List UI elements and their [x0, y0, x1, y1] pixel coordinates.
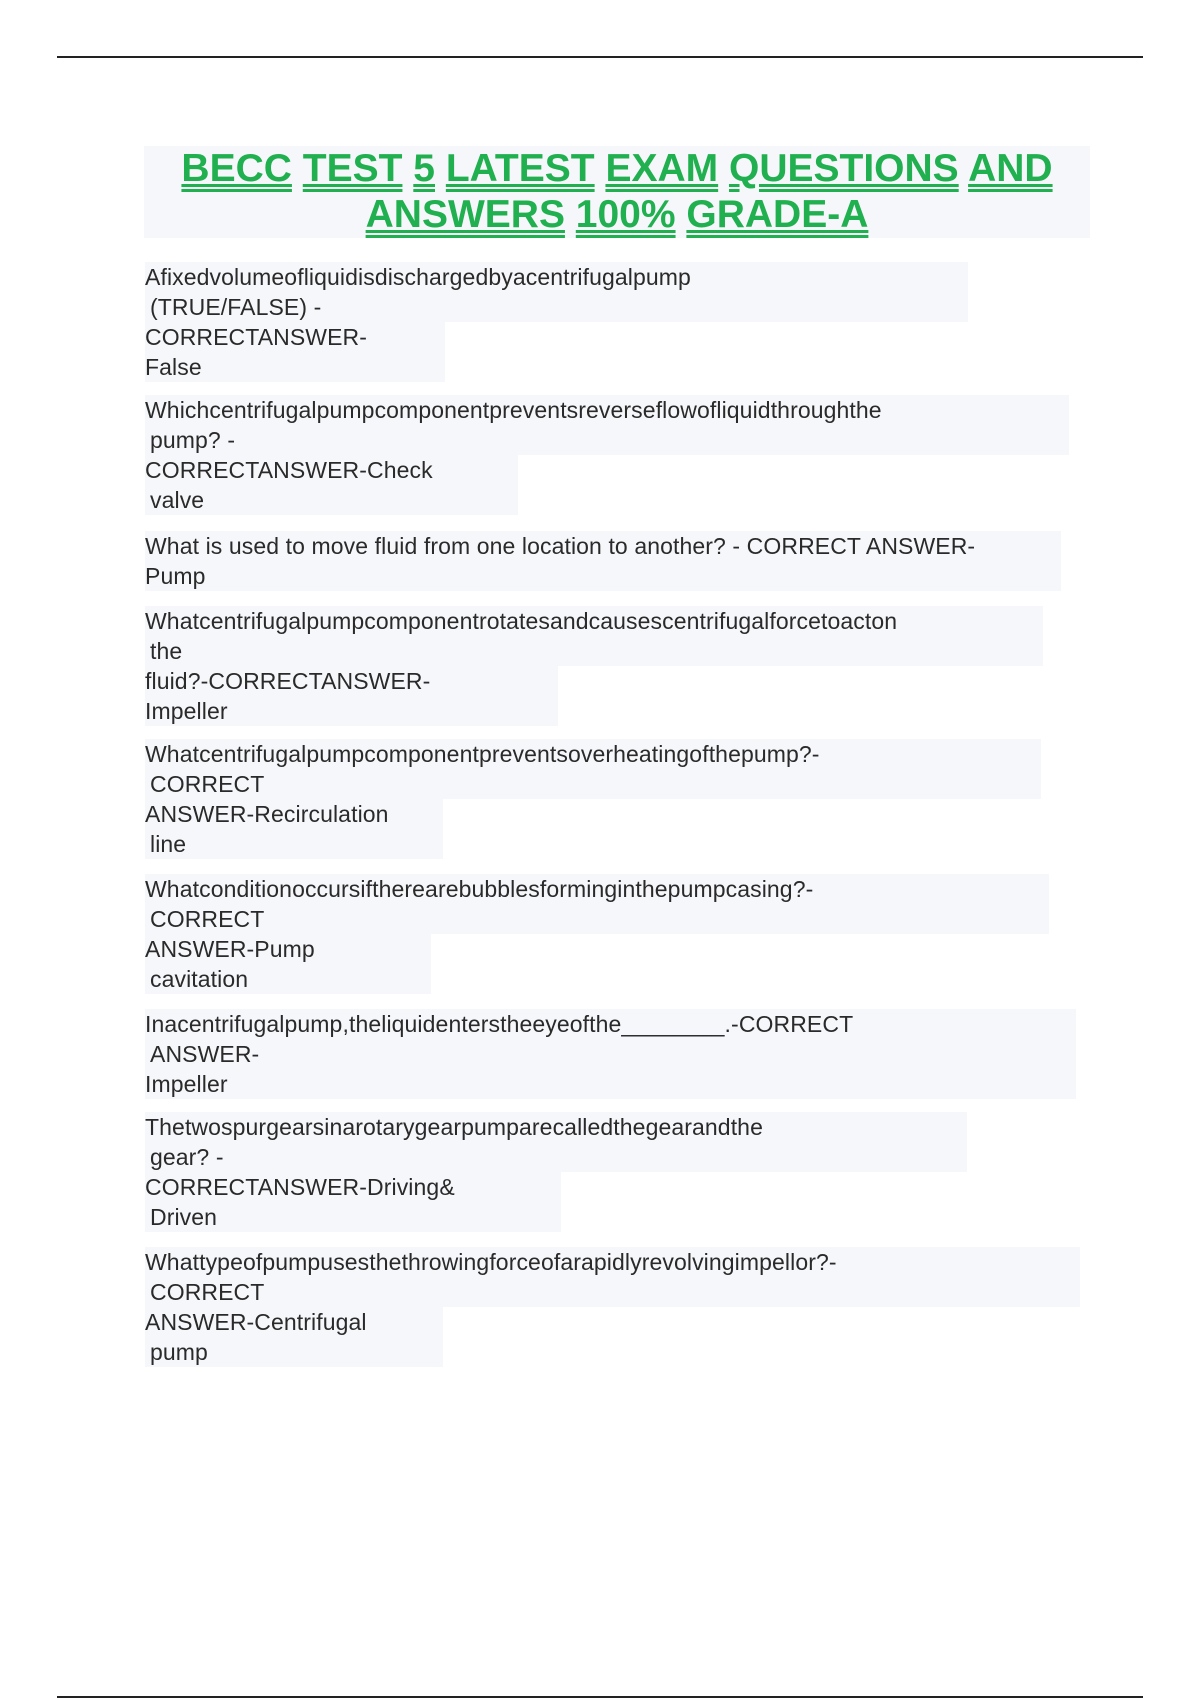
question-block — [145, 1112, 967, 1172]
title-word: GRADE-A — [686, 193, 869, 236]
question-block — [145, 1009, 1076, 1099]
answer-block — [145, 934, 431, 994]
title-word: TEST — [302, 147, 403, 190]
question-block — [145, 874, 1049, 934]
question-line: Whatcentrifugalpumpcomponentpreventsoverheatingofthepump?- — [145, 741, 820, 767]
question-line: pump? - — [150, 427, 236, 453]
qa-item — [145, 1009, 1076, 1099]
answer-line: CORRECTANSWER- — [145, 324, 368, 350]
qa-item — [145, 531, 1061, 591]
question-block — [145, 606, 1043, 666]
answer-line: CORRECTANSWER-Driving& — [145, 1174, 455, 1200]
answer-line: pump — [150, 1339, 208, 1365]
footer-rule — [57, 1696, 1143, 1698]
title-word: QUESTIONS — [728, 147, 959, 190]
document-title — [144, 146, 1090, 238]
title-word: 5 — [413, 147, 435, 190]
title-line-1 — [144, 146, 1090, 192]
answer-line: CORRECTANSWER-Check — [145, 457, 433, 483]
question-line: Whattypeofpumpusesthethrowingforceofarapidlyrevolvingimpellor?- — [145, 1249, 837, 1275]
answer-line: cavitation — [150, 966, 249, 992]
answer-line: ANSWER-Pump — [145, 936, 315, 962]
question-block — [145, 739, 1041, 799]
question-block — [145, 531, 1061, 591]
answer-block — [145, 1172, 561, 1232]
answer-line: valve — [150, 487, 205, 513]
question-line: CORRECT — [150, 771, 265, 797]
answer-block — [145, 1307, 443, 1367]
title-word: AND — [968, 147, 1053, 190]
question-block — [145, 1247, 1080, 1307]
answer-line: ANSWER-Centrifugal — [145, 1309, 367, 1335]
answer-block — [145, 666, 558, 726]
answer-line: fluid?-CORRECTANSWER- — [145, 668, 431, 694]
question-line: gear? - — [150, 1144, 224, 1170]
question-line: Afixedvolumeofliquidisdischargedbyacentrifugalpump — [145, 264, 691, 290]
answer-block — [145, 455, 518, 515]
question-line: ANSWER- — [150, 1041, 260, 1067]
header-rule — [57, 56, 1143, 58]
qa-item — [145, 874, 1049, 994]
qa-item — [145, 1112, 967, 1232]
answer-line: False — [145, 354, 202, 380]
title-word: LATEST — [445, 147, 595, 190]
question-block — [145, 262, 968, 322]
question-line: Whichcentrifugalpumpcomponentpreventsreverseflowofliquidthroughthe — [145, 397, 882, 423]
question-line: Thetwospurgearsinarotarygearpumparecalledthegearandthe — [145, 1114, 763, 1140]
question-line: Whatconditionoccursiftherearebubblesforminginthepumpcasing?- — [145, 876, 814, 902]
answer-block — [145, 322, 445, 382]
question-line: the — [150, 638, 183, 664]
answer-line: Impeller — [145, 1071, 228, 1097]
answer-block — [145, 799, 443, 859]
question-line: What is used to move fluid from one location to another? - CORRECT ANSWER- — [145, 533, 976, 559]
qa-item — [145, 262, 968, 382]
qa-item — [145, 739, 1041, 859]
answer-line: ANSWER-Recirculation — [145, 801, 389, 827]
question-line: CORRECT — [150, 906, 265, 932]
answer-line: line — [150, 831, 187, 857]
title-line-2 — [144, 192, 1090, 238]
title-word: BECC — [181, 147, 292, 190]
qa-item — [145, 395, 1069, 515]
question-line: Pump — [145, 563, 206, 589]
question-block — [145, 395, 1069, 455]
title-word: EXAM — [605, 147, 719, 190]
question-line: (TRUE/FALSE) - — [150, 294, 322, 320]
question-line: Inacentrifugalpump,theliquidenterstheeyeofthe________.-CORRECT — [145, 1011, 854, 1037]
answer-line: Driven — [150, 1204, 218, 1230]
title-word: 100% — [575, 193, 676, 236]
qa-item — [145, 606, 1043, 726]
question-line: CORRECT — [150, 1279, 265, 1305]
title-word: ANSWERS — [365, 193, 565, 236]
qa-item — [145, 1247, 1080, 1367]
question-line: Whatcentrifugalpumpcomponentrotatesandcausescentrifugalforcetoacton — [145, 608, 898, 634]
answer-line: Impeller — [145, 698, 228, 724]
